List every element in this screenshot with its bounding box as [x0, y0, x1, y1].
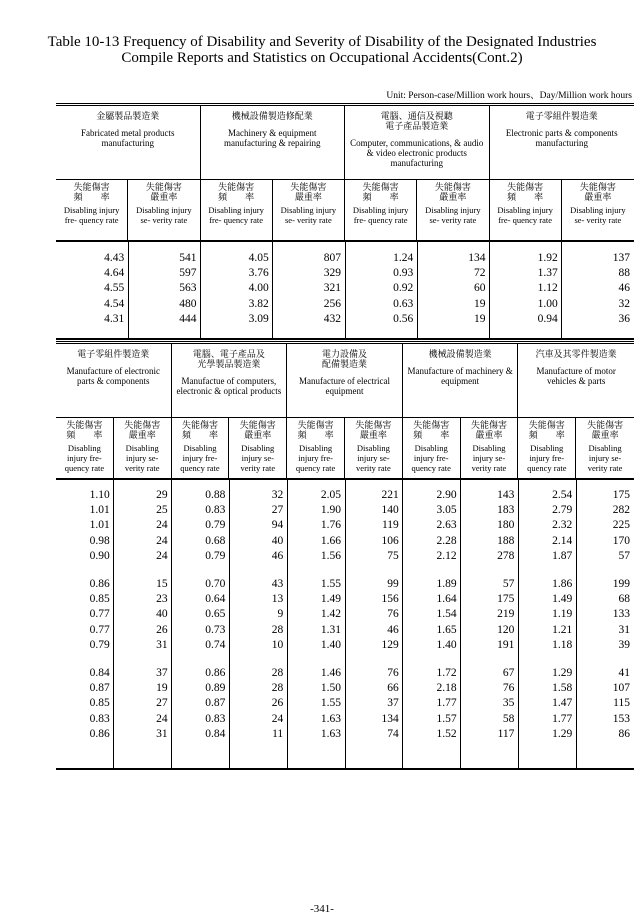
frequency-value: 1.00 [537, 297, 558, 310]
frequency-value: 0.77 [89, 623, 110, 636]
frequency-rate-header [172, 417, 230, 478]
frequency-value: 2.18 [436, 682, 457, 695]
severity-value: 43 [271, 578, 284, 590]
table-row [56, 489, 634, 504]
severity-value: 9 [277, 608, 284, 621]
severity-value: 39 [618, 638, 630, 651]
severity-rate-header [345, 417, 403, 478]
freq-label-zh: 失能傷害 頻 率 [528, 421, 565, 441]
frequency-value: 2.90 [436, 489, 457, 501]
frequency-value: 2.05 [320, 489, 341, 501]
severity-value: 28 [271, 667, 284, 679]
frequency-value: 2.14 [552, 534, 573, 547]
frequency-value: 1.77 [552, 712, 573, 725]
frequency-value: 2.79 [552, 504, 573, 517]
frequency-value: 1.76 [320, 519, 341, 532]
sev-label-zh: 失能傷害 嚴重率 [434, 183, 471, 203]
frequency-value: 0.86 [89, 578, 110, 590]
frequency-value: 2.32 [552, 519, 573, 532]
freq-label-zh: 失能傷害 頻 率 [66, 421, 103, 441]
table-row [56, 667, 634, 682]
table-row [56, 697, 634, 712]
severity-value: 188 [497, 534, 515, 547]
frequency-value: 1.29 [552, 727, 573, 740]
severity-value: 221 [381, 489, 399, 501]
table-row [56, 713, 634, 728]
frequency-value: 1.55 [320, 697, 341, 710]
frequency-value: 0.64 [205, 593, 226, 606]
frequency-value: 0.86 [89, 727, 110, 740]
severity-value: 140 [381, 504, 399, 517]
frequency-value: 4.05 [248, 252, 269, 264]
industry-group-header [201, 106, 346, 179]
frequency-value: 1.18 [552, 638, 573, 651]
frequency-value: 1.90 [320, 504, 341, 517]
sev-label-zh: 失能傷害 嚴重率 [579, 183, 616, 203]
industry-name-zh: 汽車及其零件製造業 [535, 350, 617, 360]
severity-value: 31 [156, 638, 168, 651]
freq-label-zh: 失能傷害 頻 率 [413, 421, 450, 441]
freq-label-en: Disabling injury fre- quency rate [63, 205, 120, 225]
severity-value: 76 [387, 608, 399, 621]
severity-value: 807 [323, 252, 341, 264]
sev-label-en: Disabling injury se- verity rate [587, 443, 623, 473]
table-row [56, 267, 634, 282]
sev-label-zh: 失能傷害 嚴重率 [355, 421, 392, 441]
table-row [56, 728, 634, 743]
frequency-value: 0.89 [205, 682, 226, 695]
severity-rate-header [562, 179, 634, 240]
severity-value: 26 [271, 697, 284, 710]
frequency-value: 1.19 [552, 608, 573, 621]
freq-label-en: Disabling injury fre- quency rate [180, 443, 220, 473]
industry-group-header [56, 344, 172, 417]
frequency-value: 1.63 [320, 727, 341, 740]
industry-name-en: Manufacture of electrical equipment [299, 376, 390, 396]
frequency-value: 0.74 [205, 638, 226, 651]
severity-value: 32 [618, 297, 630, 310]
severity-value: 170 [612, 534, 630, 547]
frequency-value: 1.49 [552, 593, 573, 606]
severity-value: 88 [618, 267, 630, 280]
table-row [56, 608, 634, 623]
frequency-value: 3.09 [248, 312, 269, 325]
frequency-value: 1.10 [89, 489, 110, 501]
severity-rate-header [273, 179, 345, 240]
freq-label-zh: 失能傷害 頻 率 [297, 421, 334, 441]
sev-label-en: Disabling injury se- verity rate [240, 443, 276, 473]
frequency-value: 0.88 [205, 489, 226, 501]
sev-label-zh: 失能傷害 嚴重率 [290, 183, 327, 203]
frequency-value: 0.84 [89, 667, 110, 679]
frequency-value: 0.85 [89, 593, 110, 606]
severity-value: 46 [271, 549, 284, 562]
severity-value: 133 [612, 608, 630, 621]
frequency-value: 0.87 [205, 697, 226, 710]
frequency-rate-header [287, 417, 345, 478]
severity-value: 597 [179, 267, 197, 280]
sev-label-en: Disabling injury se- verity rate [280, 205, 337, 225]
severity-value: 156 [381, 593, 399, 606]
severity-value: 25 [156, 504, 168, 517]
table-row [56, 550, 634, 565]
severity-rate-header [229, 417, 287, 478]
table-row [56, 282, 634, 297]
severity-value: 23 [156, 593, 168, 606]
industry-name-en: Manufacture of machinery & equipment [407, 366, 513, 386]
bottom-table [56, 341, 634, 770]
frequency-value: 2.54 [552, 489, 573, 501]
severity-value: 175 [497, 593, 515, 606]
severity-rate-header [114, 417, 172, 478]
table-row [56, 298, 634, 313]
severity-value: 137 [612, 252, 630, 264]
severity-value: 282 [612, 504, 630, 517]
severity-value: 94 [271, 519, 284, 532]
severity-value: 28 [271, 623, 284, 636]
sev-label-en: Disabling injury se- verity rate [124, 443, 160, 473]
frequency-value: 0.93 [393, 267, 414, 280]
severity-value: 24 [156, 519, 168, 532]
severity-value: 27 [271, 504, 284, 517]
table-title-line1: Table 10-13 Frequency of Disability and Severity of Disability of the Designated Industries [47, 34, 597, 50]
frequency-value: 1.42 [320, 608, 341, 621]
severity-value: 66 [387, 682, 399, 695]
table-row [56, 313, 634, 328]
frequency-value: 1.24 [393, 252, 414, 264]
frequency-value: 1.55 [320, 578, 341, 590]
severity-value: 11 [272, 727, 284, 740]
severity-value: 29 [156, 489, 168, 501]
sev-label-zh: 失能傷害 嚴重率 [124, 421, 161, 441]
frequency-value: 1.56 [320, 549, 341, 562]
frequency-value: 1.47 [552, 697, 573, 710]
table-row [56, 624, 634, 639]
frequency-value: 1.65 [436, 623, 457, 636]
frequency-value: 1.01 [89, 504, 110, 517]
severity-value: 10 [271, 638, 284, 651]
frequency-value: 1.89 [436, 578, 457, 590]
severity-value: 199 [612, 578, 630, 590]
frequency-value: 0.92 [393, 282, 414, 295]
frequency-rate-header [403, 417, 461, 478]
freq-label-en: Disabling injury fre- quency rate [411, 443, 451, 473]
table-row [56, 593, 634, 608]
frequency-value: 0.63 [393, 297, 414, 310]
severity-value: 37 [387, 697, 399, 710]
sev-label-zh: 失能傷害 嚴重率 [145, 183, 182, 203]
severity-value: 41 [618, 667, 630, 679]
frequency-value: 1.64 [436, 593, 457, 606]
freq-label-zh: 失能傷害 頻 率 [181, 421, 218, 441]
severity-value: 278 [497, 549, 515, 562]
sev-label-zh: 失能傷害 嚴重率 [239, 421, 276, 441]
table-row [56, 252, 634, 267]
frequency-value: 2.63 [436, 519, 457, 532]
severity-value: 329 [323, 267, 341, 280]
frequency-rate-header [490, 179, 562, 240]
severity-value: 32 [271, 489, 284, 501]
industry-name-zh: 機械設備製造業 [428, 350, 492, 360]
frequency-value: 0.83 [205, 504, 226, 517]
severity-value: 24 [156, 549, 168, 562]
table-row [56, 535, 634, 550]
industry-name-en: Electronic parts & components manufacturing [505, 128, 618, 148]
sev-label-en: Disabling injury se- verity rate [570, 205, 626, 225]
frequency-value: 1.31 [320, 623, 341, 636]
severity-value: 74 [387, 727, 399, 740]
frequency-value: 1.58 [552, 682, 573, 695]
table-row [56, 578, 634, 593]
severity-value: 321 [323, 282, 341, 295]
severity-value: 175 [612, 489, 630, 501]
severity-value: 57 [502, 578, 515, 590]
severity-value: 26 [156, 623, 168, 636]
severity-rate-header [461, 417, 519, 478]
frequency-value: 3.82 [248, 297, 269, 310]
severity-value: 153 [612, 712, 630, 725]
severity-value: 35 [502, 697, 515, 710]
sev-label-zh: 失能傷害 嚴重率 [470, 421, 507, 441]
sev-label-en: Disabling injury se- verity rate [136, 205, 192, 225]
freq-label-en: Disabling injury fre- quency rate [527, 443, 567, 473]
frequency-value: 0.83 [205, 712, 226, 725]
table-title-line2: Compile Reports and Statistics on Occupational Accidents(Cont.2) [121, 50, 523, 66]
frequency-value: 4.64 [104, 267, 125, 280]
severity-value: 68 [618, 593, 630, 606]
severity-value: 115 [613, 697, 630, 710]
industry-name-en: Machinery & equipment manufacturing & repairing [224, 128, 321, 148]
frequency-value: 0.73 [205, 623, 226, 636]
freq-label-zh: 失能傷害 頻 率 [362, 183, 399, 203]
freq-label-en: Disabling injury fre- quency rate [352, 205, 409, 225]
frequency-value: 3.76 [248, 267, 269, 280]
severity-value: 31 [156, 727, 168, 740]
freq-label-en: Disabling injury fre- quency rate [64, 443, 105, 473]
frequency-rate-header [518, 417, 576, 478]
frequency-value: 0.86 [205, 667, 226, 679]
severity-value: 480 [179, 297, 197, 310]
frequency-value: 0.70 [205, 578, 226, 590]
industry-name-zh: 電力設備及 配備製造業 [321, 350, 367, 370]
severity-value: 256 [323, 297, 341, 310]
freq-label-zh: 失能傷害 頻 率 [73, 183, 110, 203]
frequency-value: 0.56 [393, 312, 414, 325]
industry-group-header [287, 344, 403, 417]
frequency-value: 1.01 [89, 519, 110, 532]
industry-group-header [490, 106, 635, 179]
industry-name-en: Fabricated metal products manufacturing [81, 128, 175, 148]
sev-label-zh: 失能傷害 嚴重率 [587, 421, 624, 441]
severity-value: 134 [381, 712, 399, 725]
frequency-value: 0.68 [205, 534, 226, 547]
freq-label-zh: 失能傷害 頻 率 [218, 183, 255, 203]
page-number: -341- [310, 903, 334, 915]
frequency-value: 1.54 [436, 608, 457, 621]
industry-name-zh: 機械設備製造修配業 [231, 112, 313, 122]
severity-value: 24 [271, 712, 284, 725]
severity-value: 31 [618, 623, 630, 636]
frequency-value: 1.49 [320, 593, 341, 606]
industry-group-header [345, 106, 490, 179]
industry-name-en: Manufacture of electronic parts & components [66, 366, 161, 386]
frequency-rate-header [345, 179, 417, 240]
severity-value: 180 [497, 519, 515, 532]
frequency-value: 4.43 [104, 252, 125, 264]
severity-value: 46 [387, 623, 399, 636]
frequency-value: 1.57 [436, 712, 457, 725]
frequency-rate-header [201, 179, 273, 240]
industry-group-header [518, 344, 634, 417]
frequency-value: 1.63 [320, 712, 341, 725]
severity-value: 106 [381, 534, 399, 547]
severity-value: 37 [156, 667, 168, 679]
severity-value: 86 [618, 727, 630, 740]
severity-value: 72 [474, 267, 486, 280]
freq-label-zh: 失能傷害 頻 率 [507, 183, 544, 203]
freq-label-en: Disabling injury fre- quency rate [497, 205, 553, 225]
severity-value: 432 [323, 312, 341, 325]
frequency-value: 1.52 [436, 727, 457, 740]
severity-value: 40 [156, 608, 168, 621]
unit-note: Unit: Person-case/Million work hours、Day/Million work hours [386, 91, 632, 101]
frequency-value: 4.31 [104, 312, 125, 325]
severity-value: 563 [179, 282, 197, 295]
severity-value: 19 [474, 312, 486, 325]
frequency-value: 2.12 [436, 549, 457, 562]
severity-value: 24 [156, 712, 168, 725]
severity-value: 541 [179, 252, 197, 264]
table-row [56, 682, 634, 697]
frequency-value: 1.77 [436, 697, 457, 710]
severity-value: 27 [156, 697, 168, 710]
severity-rate-header [417, 179, 489, 240]
frequency-value: 4.55 [104, 282, 125, 295]
industry-name-en: Manufactue of computers, electronic & optical products [176, 376, 282, 396]
frequency-value: 1.72 [436, 667, 457, 679]
industry-name-zh: 電子零組件製造業 [77, 350, 150, 360]
severity-value: 129 [381, 638, 399, 651]
severity-rate-header [128, 179, 200, 240]
severity-value: 76 [387, 667, 399, 679]
severity-value: 19 [156, 682, 168, 695]
severity-value: 191 [497, 638, 515, 651]
severity-value: 60 [474, 282, 486, 295]
severity-value: 67 [502, 667, 515, 679]
frequency-value: 0.83 [89, 712, 110, 725]
severity-value: 15 [156, 578, 168, 590]
frequency-value: 0.79 [205, 519, 226, 532]
frequency-value: 1.92 [537, 252, 558, 264]
severity-value: 99 [387, 578, 399, 590]
severity-value: 57 [618, 549, 630, 562]
severity-value: 28 [271, 682, 284, 695]
frequency-value: 1.46 [320, 667, 341, 679]
severity-value: 120 [497, 623, 515, 636]
severity-value: 58 [502, 712, 515, 725]
industry-name-en: Computer, communications, & audio & video electronic products manufacturing [350, 138, 484, 168]
severity-value: 75 [387, 549, 399, 562]
frequency-value: 1.86 [552, 578, 573, 590]
frequency-value: 1.29 [552, 667, 573, 679]
freq-label-en: Disabling injury fre- quency rate [208, 205, 264, 225]
frequency-value: 0.77 [89, 608, 110, 621]
sev-label-en: Disabling injury se- verity rate [425, 205, 481, 225]
severity-value: 183 [497, 504, 515, 517]
frequency-value: 0.79 [89, 638, 110, 651]
frequency-value: 0.79 [205, 549, 226, 562]
frequency-value: 0.85 [89, 697, 110, 710]
frequency-value: 1.40 [320, 638, 341, 651]
top-table [56, 103, 634, 340]
industry-name-zh: 電腦、通信及視聽 電子產品製造業 [380, 112, 453, 132]
severity-value: 24 [156, 534, 168, 547]
frequency-rate-header [56, 417, 114, 478]
frequency-rate-header [56, 179, 128, 240]
frequency-value: 1.87 [552, 549, 573, 562]
frequency-value: 0.98 [89, 534, 110, 547]
severity-value: 225 [612, 519, 630, 532]
severity-value: 119 [381, 519, 399, 532]
frequency-value: 2.28 [436, 534, 457, 547]
frequency-value: 0.90 [89, 549, 110, 562]
table-row [56, 639, 634, 654]
frequency-value: 0.65 [205, 608, 226, 621]
frequency-value: 0.94 [537, 312, 558, 325]
frequency-value: 1.50 [320, 682, 341, 695]
severity-value: 444 [179, 312, 197, 325]
severity-value: 19 [474, 297, 486, 310]
table-row [56, 519, 634, 534]
severity-value: 13 [271, 593, 284, 606]
severity-value: 219 [497, 608, 515, 621]
severity-value: 36 [618, 312, 630, 325]
industry-group-header [56, 106, 201, 179]
industry-name-zh: 電子零組件製造業 [525, 112, 598, 122]
severity-value: 117 [497, 727, 515, 740]
industry-name-en: Manufacture of motor vehicles & parts [536, 366, 616, 386]
industry-group-header [403, 344, 519, 417]
severity-value: 134 [468, 252, 486, 264]
industry-name-zh: 金屬製品製造業 [96, 112, 160, 122]
frequency-value: 4.54 [104, 297, 125, 310]
frequency-value: 4.00 [248, 282, 269, 295]
severity-value: 46 [618, 282, 630, 295]
severity-value: 143 [497, 489, 515, 501]
sev-label-en: Disabling injury se- verity rate [471, 443, 507, 473]
frequency-value: 1.21 [552, 623, 573, 636]
table-row [56, 504, 634, 519]
sev-label-en: Disabling injury se- verity rate [356, 443, 391, 473]
severity-value: 76 [502, 682, 515, 695]
frequency-value: 1.12 [537, 282, 558, 295]
severity-value: 107 [612, 682, 630, 695]
severity-rate-header [576, 417, 634, 478]
industry-name-zh: 電腦、電子產品及 光學製品製造業 [192, 350, 265, 370]
frequency-value: 1.66 [320, 534, 341, 547]
severity-value: 40 [271, 534, 284, 547]
frequency-value: 0.87 [89, 682, 110, 695]
frequency-value: 1.40 [436, 638, 457, 651]
frequency-value: 3.05 [436, 504, 457, 517]
frequency-value: 0.84 [205, 727, 226, 740]
freq-label-en: Disabling injury fre- quency rate [295, 443, 336, 473]
industry-group-header [172, 344, 288, 417]
frequency-value: 1.37 [537, 267, 558, 280]
